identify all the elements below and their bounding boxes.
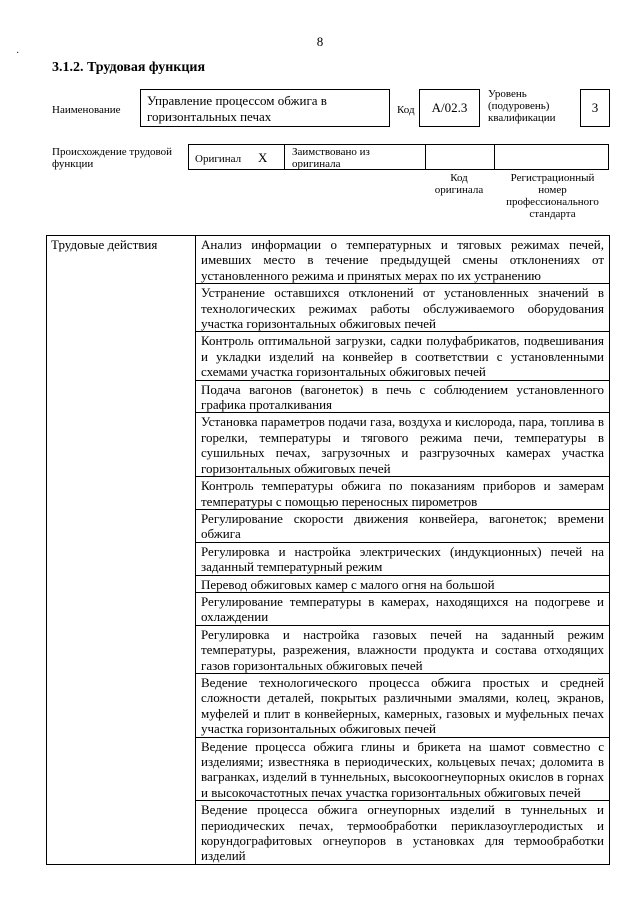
borrowed-label: Заимствовано из оригинала — [292, 146, 370, 170]
name-label: Наименование — [52, 104, 121, 116]
code-original-label: Код оригинала — [434, 172, 484, 196]
function-code-field: А/02.3 — [419, 89, 480, 127]
stray-mark: · — [16, 48, 20, 59]
labor-action-item: Регулирование скорости движения конвейера, вагонеток; времени обжига — [196, 509, 610, 542]
origin-label: Происхождение трудовой функции — [52, 146, 173, 170]
labor-action-item: Регулировка и настройка газовых печей на заданный режим температуры, разрежения, влажности продукта и состава отходящих газов горизонтальных обжиговых печей — [196, 625, 610, 673]
registration-number-label: Регистрационный номер профессионального стандарта — [506, 172, 599, 220]
function-name-field: Управление процессом обжига в горизонтальных печах — [140, 89, 390, 127]
qualification-level-label: Уровень (подуровень) квалификации — [488, 88, 556, 124]
labor-action-item: Ведение процесса обжига огнеупорных изделий в туннельных и периодических печах, термообработки периклазоуглеродистых и корундографитовых огнеупоров в установках для термообработки изделий — [196, 801, 610, 865]
labor-action-item: Подача вагонов (вагонеток) в печь с соблюдением установленного графика проталкивания — [196, 380, 610, 413]
labor-action-item: Регулировка и настройка электрических (индукционных) печей на заданный температурный режим — [196, 542, 610, 575]
labor-action-item: Перевод обжиговых камер с малого огня на большой — [196, 575, 610, 592]
qualification-level-field: 3 — [580, 89, 610, 127]
page-number: 8 — [316, 34, 324, 49]
table-row — [47, 236, 610, 284]
original-label: Оригинал — [195, 153, 242, 165]
labor-action-item: Контроль оптимальной загрузки, садки полуфабрикатов, подвешивания и укладки изделий на конвейер в соответствии с установленными схемами участка горизонтальных обжиговых печей — [196, 332, 610, 380]
labor-actions-label: Трудовые действия — [47, 236, 196, 865]
section-title: 3.1.2. Трудовая функция — [52, 60, 206, 75]
labor-action-item: Анализ информации о температурных и тяговых режимах печей, имевших место в течение предыдущей смены отклонениях от установленного режима и принятых мерах по их устранению — [196, 236, 610, 284]
labor-action-item: Устранение оставшихся отклонений от установленных значений в технологических режимах работы обслуживаемого оборудования участка горизонтальных обжиговых печей — [196, 284, 610, 332]
labor-action-item: Установка параметров подачи газа, воздуха и кислорода, пара, топлива в горелки, температуры и тягового режима печи, температуры в сушильных печах, загрузочных и разгрузочных камерах участка горизонтальных обжиговых печей — [196, 413, 610, 477]
origin-code-cell — [426, 145, 495, 169]
labor-action-item: Регулирование температуры в камерах, находящихся на подогреве и охлаждении — [196, 592, 610, 625]
labor-action-item: Ведение процесса обжига глины и брикета на шамот совместно с изделиями; известняка в периодических, кольцевых печах; доломита в вагранках, изделий в туннельных, высокоогнеупорных окислов в горнах и высокочастотных печах участка горизонтальных обжиговых печей — [196, 737, 610, 801]
labor-action-item: Контроль температуры обжига по показаниям приборов и замерам температуры с помощью переносных пирометров — [196, 477, 610, 510]
labor-actions-table — [46, 235, 610, 865]
original-mark: Х — [258, 150, 268, 165]
code-label: Код — [397, 104, 415, 116]
labor-action-item: Ведение технологического процесса обжига простых и средней сложности деталей, покрытых различными эмалями, колец, экранов, муфелей и плит в конвейерных, камерных, газовых и муфельных печах участка горизонтальных обжиговых печей — [196, 673, 610, 737]
